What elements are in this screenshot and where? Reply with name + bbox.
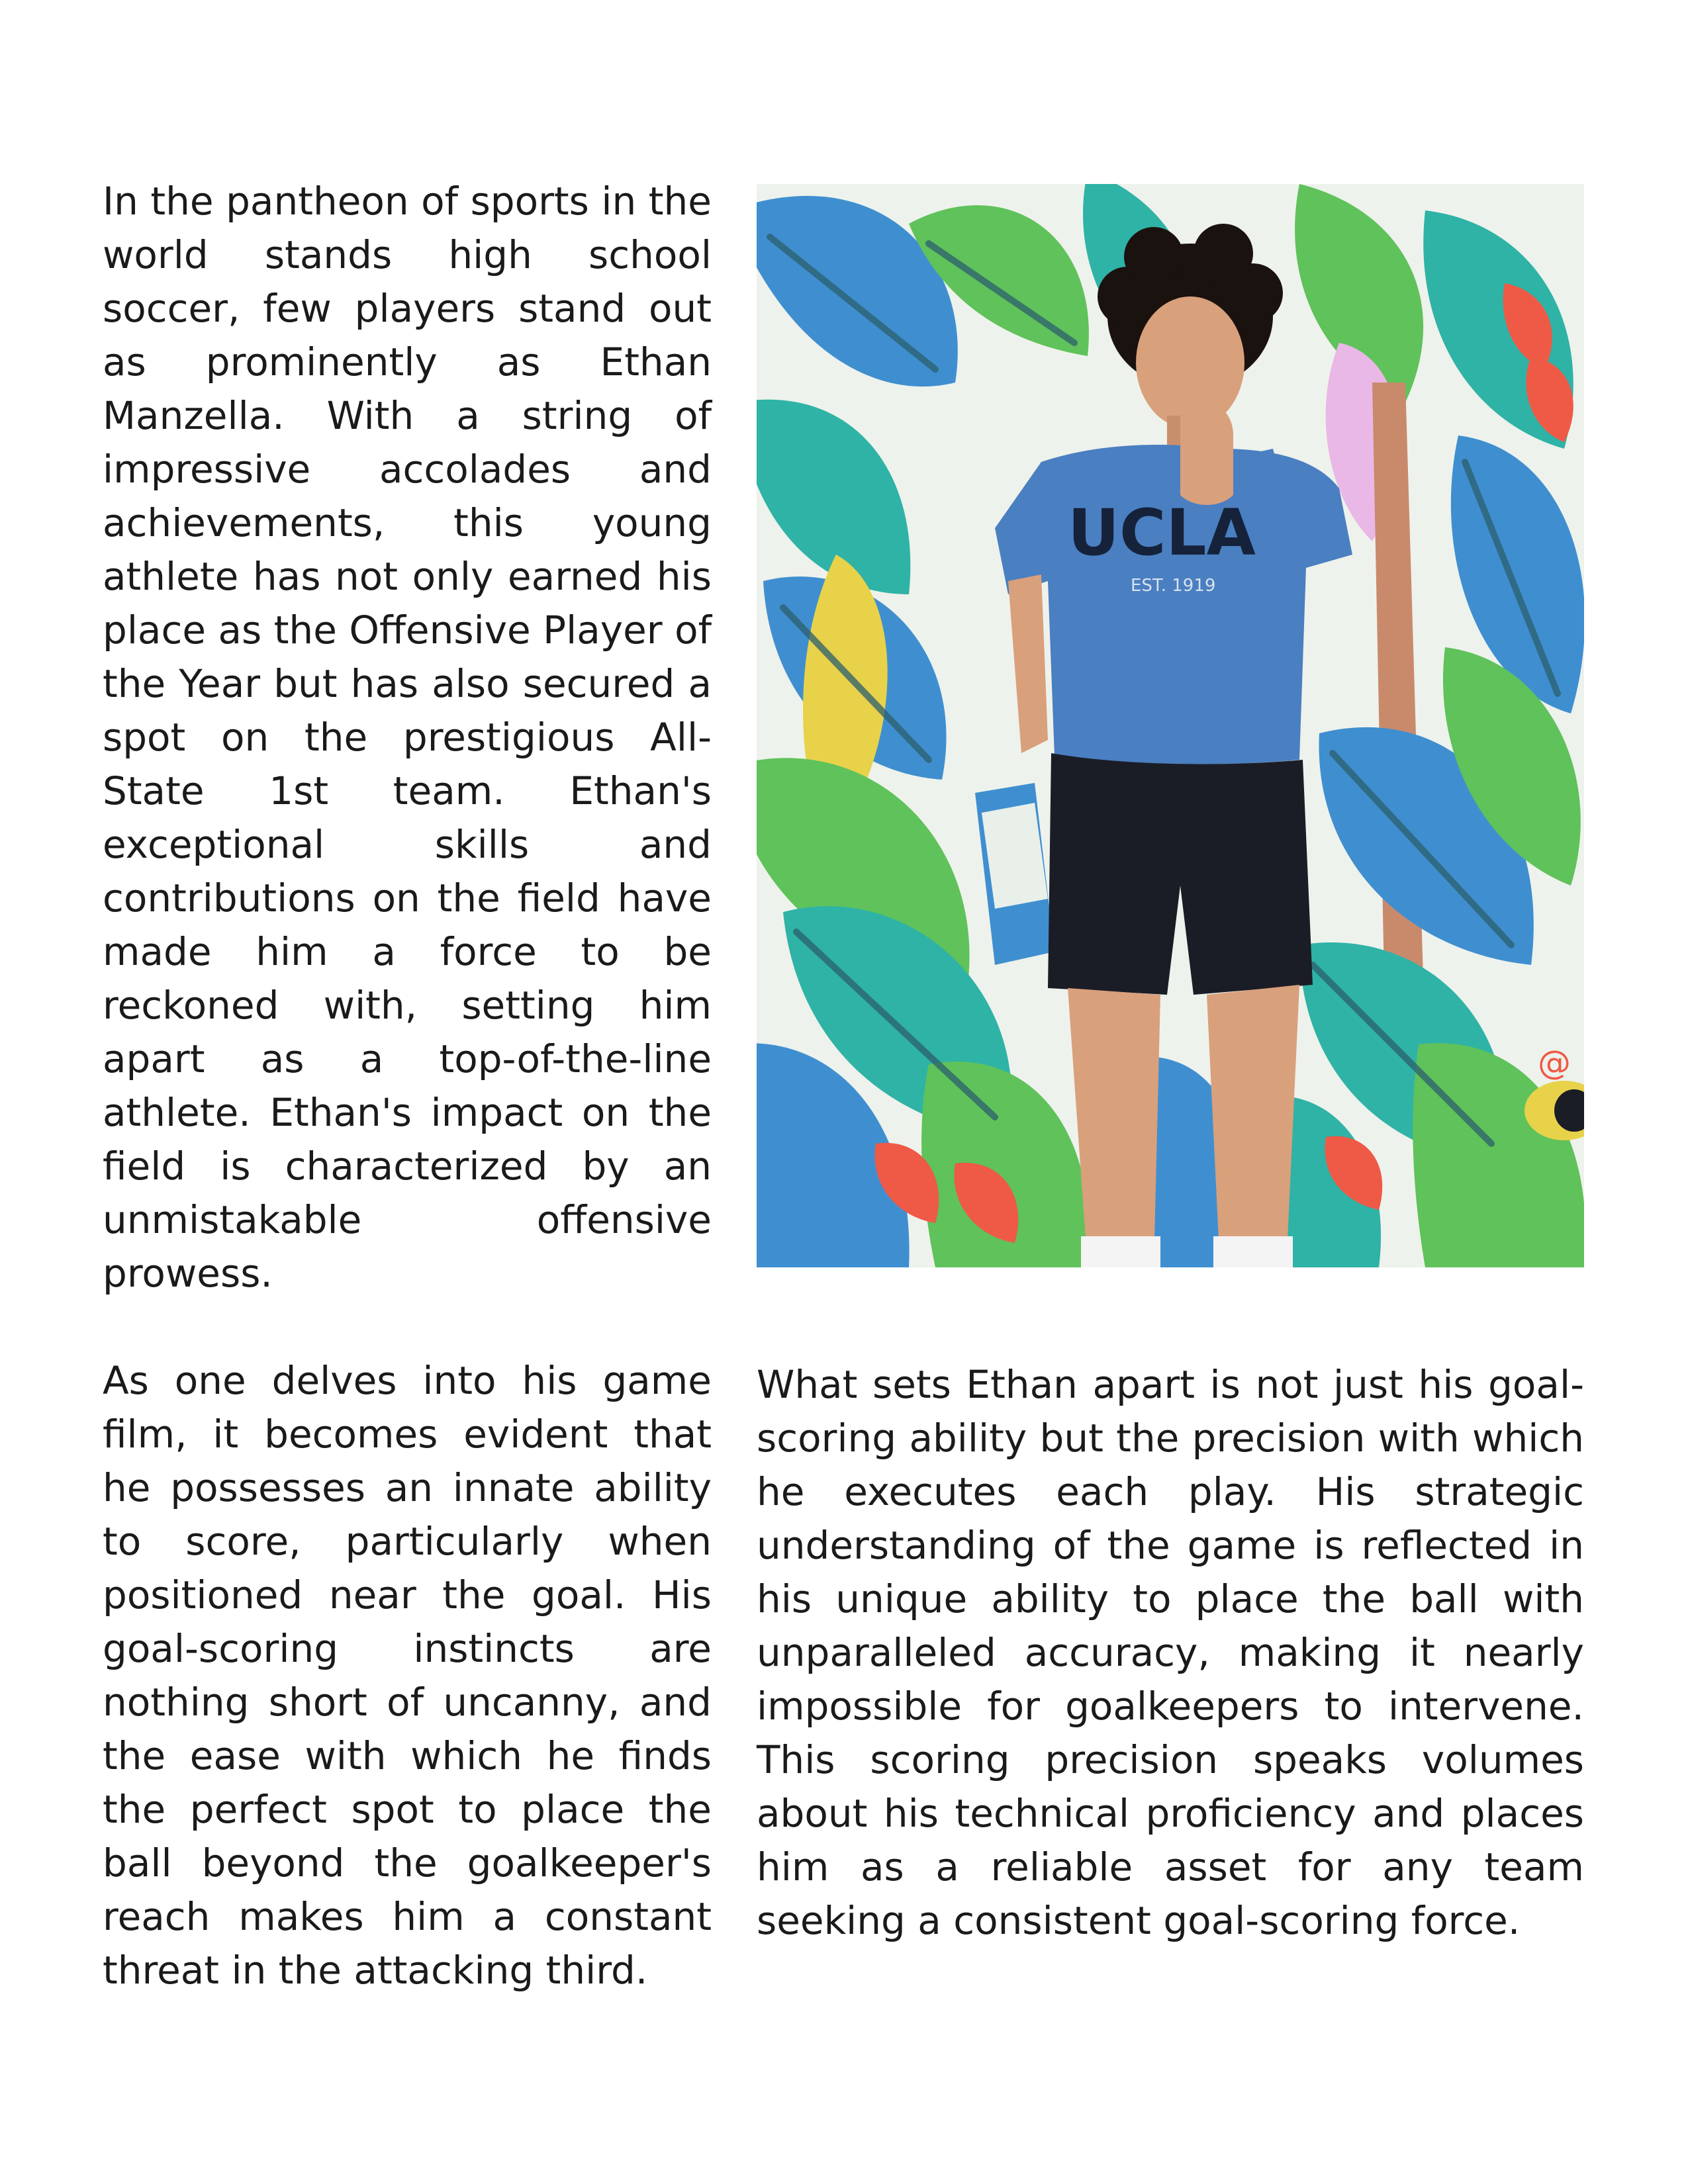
jungle-mural-illustration (757, 184, 1584, 1267)
article-paragraph-3: What sets Ethan apart is not just his goal-scoring ability but the precision with which he executes each play. His strategic understanding of the game is reflected in his unique ability to place the ball with unparalleled accuracy, making it nearly impossible for goalkeepers to intervene. This scoring precision speaks volumes about his technical proficiency and places him as a reliable asset for any team seeking a consistent goal-scoring force. (757, 1362, 1584, 1943)
athlete-photo (757, 184, 1584, 1267)
article-paragraph-2: As one delves into his game film, it becomes evident that he possesses an innate ability to score, particularly when positioned near the goal. His goal-scoring instincts are nothing short of uncanny, and the ease with which he finds the perfect spot to place the ball beyond the goalkeeper's reach makes him a constant threat in the attacking third. (103, 1358, 712, 1993)
corner-mark: @ (1538, 1044, 1571, 1082)
article-paragraph-1: In the pantheon of sports in the world stands high school soccer, few players stand out as prominently as Ethan Manzella. With a string of impressive accolades and achievements, this young athlete has not only earned his place as the Offensive Player of the Year but has also secured a spot on the prestigious All-State 1st team. Ethan's exceptional skills and contributions on the field have made him a force to be reckoned with, setting him apart as a top-of-the-line athlete. Ethan's impact on the field is characterized by an unmistakable offensive prowess. (103, 179, 712, 1296)
shirt-text: UCLA (1068, 496, 1256, 570)
shirt-subtext: EST. 1919 (1131, 576, 1216, 596)
